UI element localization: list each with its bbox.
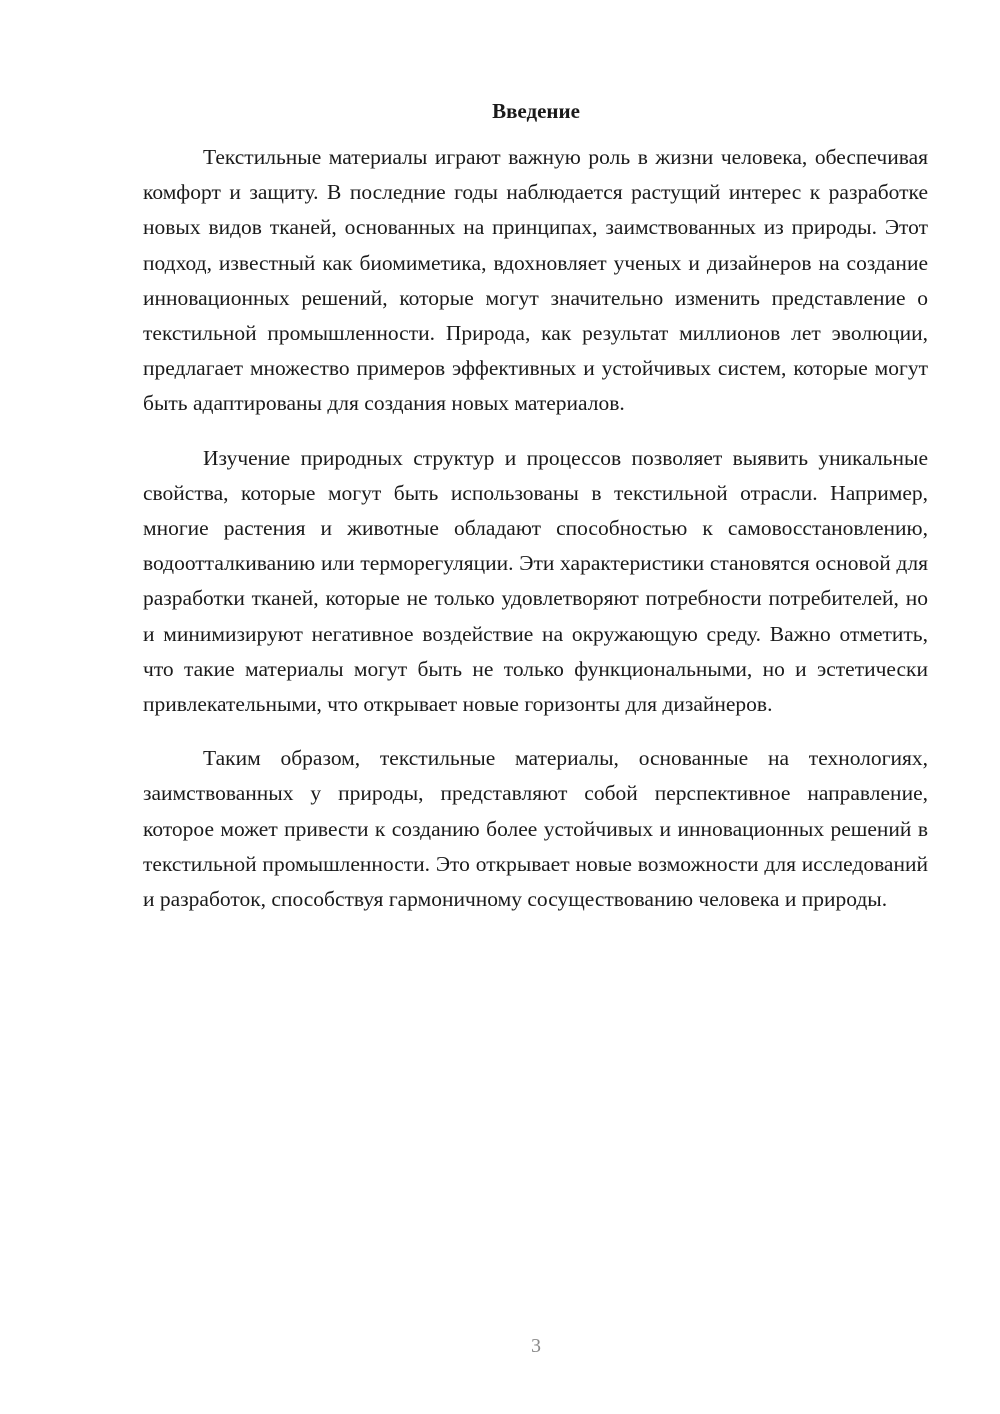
paragraph-3: Таким образом, текстильные материалы, основанные на технологиях, заимствованных у природы, представляют собой перспективное направление, которое может привести к созданию более устойчивых и инновационных решений в текстильной промышленности. Это открывает новые возможности для исследований и разработок, способствуя гармоничному сосуществованию человека и природы. xyxy=(143,746,928,912)
page-number: 3 xyxy=(531,1335,541,1357)
document-body xyxy=(143,140,928,936)
paragraph-1: Текстильные материалы играют важную роль в жизни человека, обеспечивая комфорт и защиту. В последние годы наблюдается растущий интерес к разработке новых видов тканей, основанных на принципах, заимствованных из природы. Этот подход, известный как биомиметика, вдохновляет ученых и дизайнеров на создание инновационных решений, которые могут значительно изменить представление о текстильной промышленности. Природа, как результат миллионов лет эволюции, предлагает множество примеров эффективных и устойчивых систем, которые могут быть адаптированы для создания новых материалов. xyxy=(143,145,928,416)
section-heading: Введение xyxy=(492,99,580,123)
paragraph-2: Изучение природных структур и процессов позволяет выявить уникальные свойства, которые могут быть использованы в текстильной отрасли. Например, многие растения и животные обладают способностью к самовосстановлению, водоотталкиванию или терморегуляции. Эти характеристики становятся основой для разработки тканей, которые не только удовлетворяют потребности потребителей, но и минимизируют негативное воздействие на окружающую среду. Важно отметить, что такие материалы могут быть не только функциональными, но и эстетически привлекательными, что открывает новые горизонты для дизайнеров. xyxy=(143,445,928,717)
